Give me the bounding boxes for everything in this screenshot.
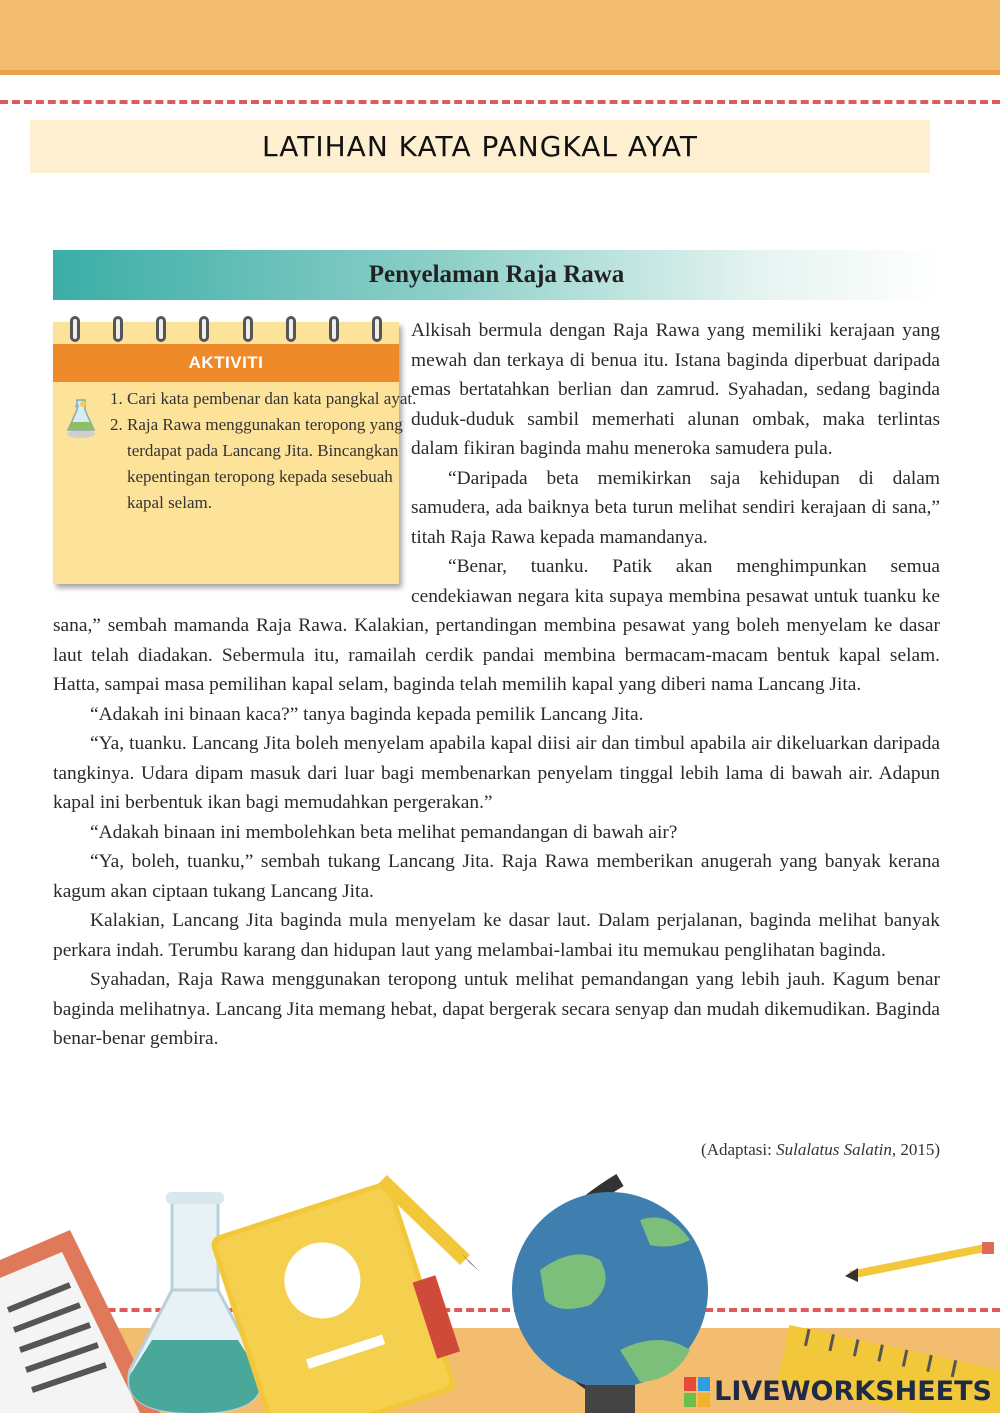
ring-icon [70,316,80,342]
ring-icon [286,316,296,342]
story-title: Penyelaman Raja Rawa [368,261,625,288]
ring-icon [156,316,166,342]
story-paragraph: Alkisah bermula dengan Raja Rawa yang memiliki kerajaan yang mewah dan terkaya di benua itu. Istana baginda diperbuat daripada emas bertatahkan berlian dan zamrud. Syahadan, sedang baginda duduk-duduk sambil memerhati alunan ombak, maka terlintas dalam fikiran baginda mahu meneroka samudera pula. [411,320,940,459]
flask-icon [63,394,99,440]
story-paragraph: “Adakah binaan ini membolehkan beta melihat pemandangan di bawah air? [90,821,678,843]
worksheet-title: LATIHAN KATA PANGKAL AYAT [262,130,698,163]
source-prefix: (Adaptasi: [701,1140,777,1159]
story-paragraph: “Ya, tuanku. Lancang Jita boleh menyelam apabila kapal diisi air dan timbul apabila air dikeluarkan daripada tangkinya. Udara dipam masuk dari luar bagi membenarkan penyelam tinggal lebih lama di bawah air. Adapun kapal ini berbentuk ikan bagi memudahkan pergerakan.” [53,733,940,813]
ring-icon [113,316,123,342]
story-paragraph: “Daripada beta memikirkan saja kehidupan di dalam samudera, ada baiknya beta turun melihat sendiri kerajaan di sana,” titah Raja Rawa kepada mamandanya. [411,467,940,548]
activity-card [53,322,417,584]
source-title: Sulalatus Salatin [776,1140,892,1159]
liveworksheets-logo-icon [684,1377,710,1407]
story-paragraph: “Benar, tuanku. Patik akan menghimpunkan semua cendekiawan negara kita supaya membina pesawat untuk tuanku ke sana,” sembah mamanda Raja Rawa. Kalakian, pertandingan membina pesawat yang boleh menyelam ke dasar laut telah diadakan. Sebermula itu, ramailah cerdik pandai membina bermacam-macam bentuk kapal selam. Hatta, sampai masa pemilihan kapal selam, baginda telah memilih kapal yang diberi nama Lancang Jita. [53,556,940,695]
ring-icon [199,316,209,342]
story-paragraph: Kalakian, Lancang Jita baginda mula menyelam ke dasar laut. Dalam perjalanan, baginda melihat banyak perkara indah. Terumbu karang dan hidupan laut yang melambai-lambai itu memukau penglihatan baginda. [53,910,940,961]
activity-heading-bar [53,344,399,382]
activity-heading: AKTIVITI [188,353,264,372]
school-supplies-illustration [0,1150,1000,1413]
story-paragraph: Syahadan, Raja Rawa menggunakan teropong untuk melihat pemandangan yang lebih jauh. Kagum benar baginda melihatnya. Lancang Jita memang hebat, dapat bergerak secara senyap dan mudah dikemudikan. Baginda benar-benar gembira. [53,969,940,1049]
ring-icon [243,316,253,342]
top-decor-band [0,0,1000,75]
activity-item: 1. Cari kata pembenar dan kata pangkal ayat. [127,386,417,412]
ring-icon [372,316,382,342]
brand-name: LIVEWORKSHEETS [714,1376,992,1407]
story-paragraph: “Ya, boleh, tuanku,” sembah tukang Lancang Jita. Raja Rawa memberikan anugerah yang banyak kerana kagum akan ciptaan tukang Lancang Jita. [53,851,940,902]
source-suffix: , 2015) [891,1140,940,1159]
story-paragraph: “Adakah ini binaan kaca?” tanya baginda kepada pemilik Lancang Jita. [90,703,644,725]
story-title-banner [53,250,940,300]
activity-list [103,386,417,516]
brand-watermark [684,1376,992,1407]
spiral-rings [53,316,399,346]
pencil-icon [845,1242,994,1282]
worksheet-title-box [30,120,930,173]
top-dashed-divider [0,100,1000,104]
globe-icon [512,1180,708,1413]
ring-icon [329,316,339,342]
activity-item: 2. Raja Rawa menggunakan teropong yang terdapat pada Lancang Jita. Bincangkan kepentingan teropong kepada sesebuah kapal selam. [127,412,417,516]
